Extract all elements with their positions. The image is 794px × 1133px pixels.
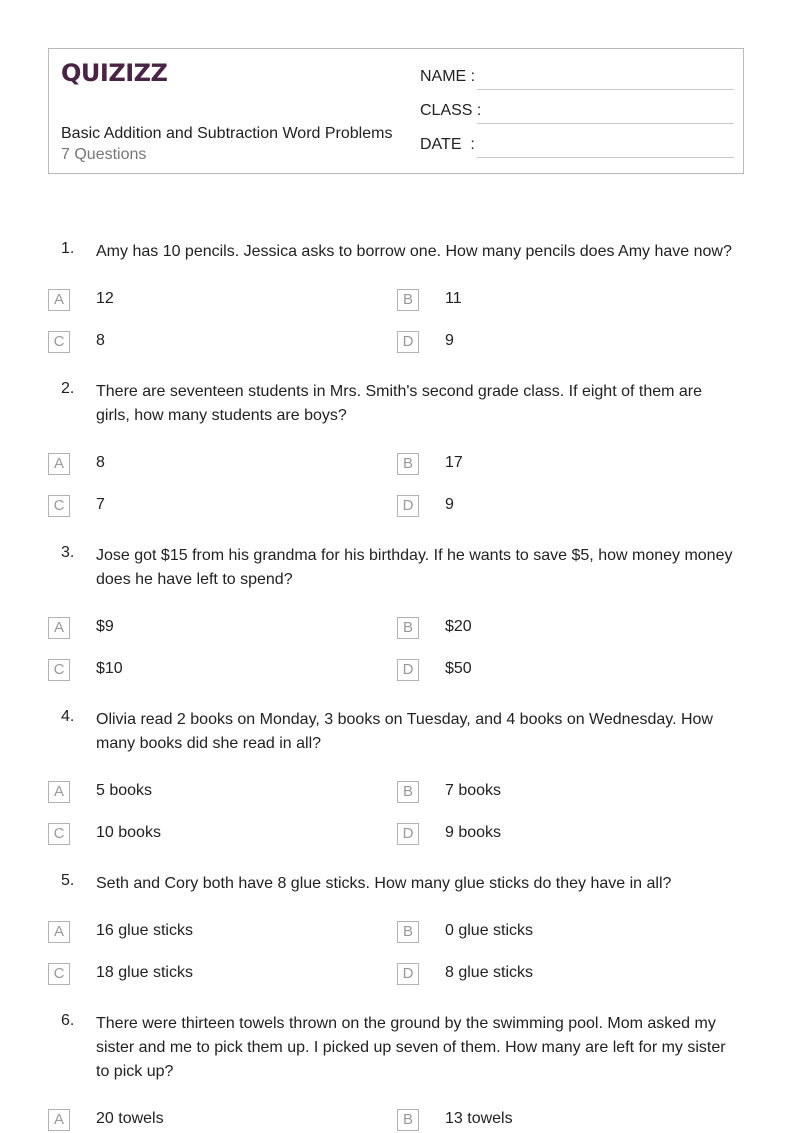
option-text: $20: [445, 618, 472, 635]
option-letter-box: C: [48, 331, 70, 353]
option-text: 18 glue sticks: [96, 964, 193, 981]
date-label: DATE :: [420, 136, 475, 153]
option-letter-box: B: [397, 1109, 419, 1131]
option-text: 7 books: [445, 782, 502, 799]
class-label: CLASS :: [420, 102, 482, 119]
name-field[interactable]: [420, 68, 734, 90]
option-letter-box: B: [397, 617, 419, 639]
option-letter-box: A: [48, 921, 70, 943]
option-letter-box: D: [397, 659, 419, 681]
option-letter-box: C: [48, 823, 70, 845]
option-text: 7: [96, 496, 105, 513]
option-text: 5 books: [96, 782, 153, 799]
question-number: 1.: [61, 240, 75, 257]
option-letter-box: A: [48, 617, 70, 639]
option-text: $9: [96, 618, 114, 635]
option-letter-box: C: [48, 495, 70, 517]
worksheet-header: [48, 48, 744, 174]
question-number: 3.: [61, 544, 75, 561]
option-letter-box: B: [397, 781, 419, 803]
option-text: 20 towels: [96, 1110, 164, 1127]
worksheet-title: Basic Addition and Subtraction Word Problems: [61, 125, 393, 142]
option-letter-box: D: [397, 823, 419, 845]
option-letter-box: A: [48, 781, 70, 803]
option-letter-box: D: [397, 331, 419, 353]
question-number: 2.: [61, 380, 75, 397]
option-text: 8 glue sticks: [445, 964, 534, 981]
name-line[interactable]: [477, 89, 734, 90]
option-letter-box: C: [48, 963, 70, 985]
option-letter-box: B: [397, 289, 419, 311]
question-count: 7 Questions: [61, 146, 147, 163]
quizizz-logo: QUIZIZZ: [61, 59, 168, 87]
question-number: 6.: [61, 1012, 75, 1029]
option-text: $10: [96, 660, 123, 677]
option-text: 9: [445, 332, 454, 349]
option-text: 8: [96, 332, 105, 349]
option-text: 13 towels: [445, 1110, 513, 1127]
option-text: 11: [445, 290, 462, 307]
option-letter-box: B: [397, 453, 419, 475]
name-label: NAME :: [420, 68, 476, 85]
option-text: 9: [445, 496, 454, 513]
option-letter-box: D: [397, 495, 419, 517]
option-text: 8: [96, 454, 105, 471]
question-number: 5.: [61, 872, 75, 889]
question-text: There were thirteen towels thrown on the ground by the swimming pool. Mom asked my sister and me to pick them up. I picked up seven of them. How many are left for my sister to pick up?: [96, 1015, 726, 1080]
class-line[interactable]: [477, 123, 734, 124]
option-text: 17: [445, 454, 463, 471]
option-letter-box: D: [397, 963, 419, 985]
option-letter-box: A: [48, 289, 70, 311]
option-text: 16 glue sticks: [96, 922, 193, 939]
option-letter-box: B: [397, 921, 419, 943]
option-text: 0 glue sticks: [445, 922, 534, 939]
option-text: 10 books: [96, 824, 161, 841]
question-text: Jose got $15 from his grandma for his birthday. If he wants to save $5, how money money does he have left to spend?: [96, 547, 733, 588]
option-text: 12: [96, 290, 114, 307]
question-text: Seth and Cory both have 8 glue sticks. How many glue sticks do they have in all?: [96, 875, 672, 892]
option-letter-box: A: [48, 453, 70, 475]
date-line[interactable]: [477, 157, 734, 158]
question-text: Olivia read 2 books on Monday, 3 books on Tuesday, and 4 books on Wednesday. How many books did she read in all?: [96, 711, 713, 752]
class-field[interactable]: [420, 102, 734, 124]
option-text: $50: [445, 660, 472, 677]
option-letter-box: C: [48, 659, 70, 681]
option-text: 9 books: [445, 824, 502, 841]
question-text: Amy has 10 pencils. Jessica asks to borrow one. How many pencils does Amy have now?: [96, 243, 732, 260]
date-field[interactable]: [420, 136, 734, 158]
question-number: 4.: [61, 708, 75, 725]
question-text: There are seventeen students in Mrs. Smith's second grade class. If eight of them are girls, how many students are boys?: [96, 383, 703, 424]
option-letter-box: A: [48, 1109, 70, 1131]
